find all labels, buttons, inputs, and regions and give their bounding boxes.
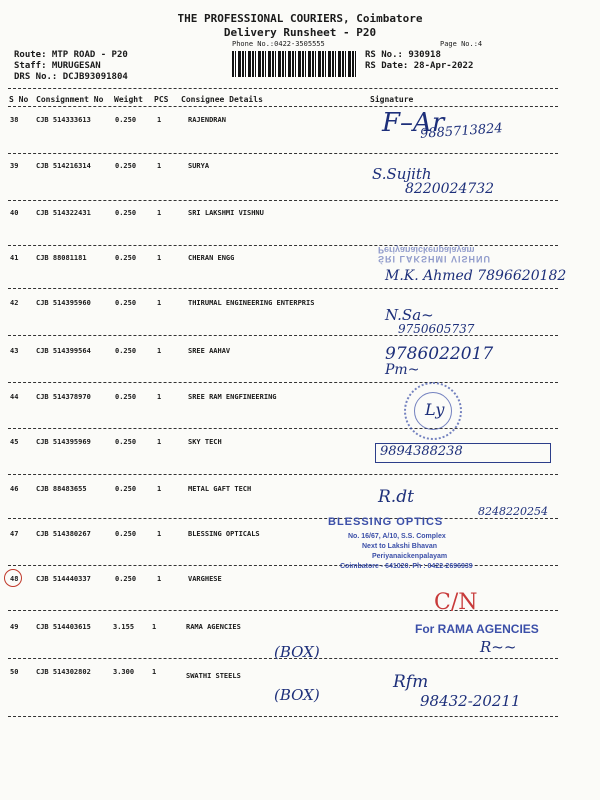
row-44-weight: 0.250 (115, 393, 137, 401)
sig-49-box: (BOX) (274, 643, 320, 661)
sig-42-phone: 9750605737 (398, 322, 475, 336)
row-39-sno: 39 (10, 162, 19, 170)
col-consignment: Consignment No (36, 95, 104, 104)
row-50-sno: 50 (10, 668, 19, 676)
row-divider (8, 382, 558, 383)
row-40-cons: CJB 514322431 (36, 209, 91, 217)
row-42-sno: 42 (10, 299, 19, 307)
row-43-weight: 0.250 (115, 347, 137, 355)
signature-scribble: Ly (425, 400, 445, 419)
stamp-blessing-addr: Periyanaickenpalayam (372, 553, 448, 560)
phone-number: Phone No.:0422-3505555 (232, 40, 325, 48)
row-39-weight: 0.250 (115, 162, 137, 170)
row-divider (8, 565, 558, 566)
row-48-weight: 0.250 (115, 575, 137, 583)
row-47-sno: 47 (10, 530, 19, 538)
row-48-cons: CJB 514440337 (36, 575, 91, 583)
sig-50-phone: 98432-20211 (420, 692, 521, 710)
row-46-sno: 46 (10, 485, 19, 493)
page-number: Page No.:4 (440, 40, 483, 48)
row-46-pcs: 1 (157, 485, 162, 493)
row-45-cons: CJB 514395969 (36, 438, 91, 446)
sig-38-phone: 9885713824 (419, 121, 504, 142)
row-41-pcs: 1 (157, 254, 162, 262)
sig-46-phone: 8248220254 (478, 505, 548, 518)
row-divider (8, 153, 558, 154)
row-47-weight: 0.250 (115, 530, 137, 538)
row-38-sno: 38 (10, 116, 19, 124)
row-divider (8, 288, 558, 289)
signature-scribble: R.dt (378, 487, 414, 507)
signature-scribble: F–Ar (382, 108, 445, 138)
document-title: THE PROFESSIONAL COURIERS, Coimbatore (177, 12, 423, 25)
row-45-pcs: 1 (157, 438, 162, 446)
row-50-cons: CJB 514302802 (36, 668, 91, 676)
rs-date: RS Date: 28-Apr-2022 (365, 61, 474, 71)
col-consignee: Consignee Details (181, 95, 263, 104)
row-47-name: BLESSING OPTICALS (188, 530, 260, 538)
row-45-name: SKY TECH (188, 438, 222, 446)
row-divider (8, 716, 558, 717)
sig-43-phone: 9786022017 (385, 344, 494, 364)
stamp-mirror: ŚRI LAKSHMI VISHNU Periyanaickenpalayam (378, 245, 492, 264)
col-weight: Weight (114, 95, 143, 104)
row-39-pcs: 1 (157, 162, 162, 170)
row-divider (8, 335, 558, 336)
header-divider-bottom (8, 106, 558, 107)
drs-number: DRS No.: DCJB93091804 (14, 72, 128, 82)
row-41-cons: CJB 88081181 (36, 254, 87, 262)
stamp-blessing-name: BLESSING OPTICS (328, 516, 444, 528)
row-42-pcs: 1 (157, 299, 162, 307)
row-41-sno: 41 (10, 254, 19, 262)
row-50-pcs: 1 (152, 668, 157, 676)
sig-39-name: S.Sujith (372, 165, 432, 183)
row-38-pcs: 1 (157, 116, 162, 124)
sig-45-phone: 9894388238 (380, 444, 463, 459)
col-pcs: PCS (154, 95, 169, 104)
signature-scribble: R~~ (480, 638, 517, 656)
rs-number: RS No.: 930918 (365, 50, 441, 60)
row-42-weight: 0.250 (115, 299, 137, 307)
row-47-cons: CJB 514380267 (36, 530, 91, 538)
row-40-weight: 0.250 (115, 209, 137, 217)
row-50-weight: 3.300 (113, 668, 135, 676)
row-45-sno: 45 (10, 438, 19, 446)
document-subtitle: Delivery Runsheet - P20 (223, 26, 377, 39)
row-38-cons: CJB 514333613 (36, 116, 91, 124)
sig-41: M.K. Ahmed 7896620182 (385, 268, 567, 284)
header-divider (8, 88, 558, 89)
stamp-blessing-addr: Next to Lakshi Bhavan (362, 543, 438, 550)
circle-mark (4, 569, 22, 587)
signature-scribble: Rfm (393, 672, 429, 692)
row-43-name: SREE AAHAV (188, 347, 231, 355)
row-48-pcs: 1 (157, 575, 162, 583)
row-46-cons: CJB 88483655 (36, 485, 87, 493)
row-49-weight: 3.155 (113, 623, 135, 631)
row-38-name: RAJENDRAN (188, 116, 226, 124)
stamp-blessing-addr: No. 16/67, A/10, S.S. Complex (348, 533, 446, 540)
row-38-weight: 0.250 (115, 116, 137, 124)
stamp-blessing-addr: Coimbatore - 641020. Ph : 0422-2696939 (340, 563, 473, 570)
signature-scribble: Pm~ (385, 362, 420, 378)
row-45-weight: 0.250 (115, 438, 137, 446)
sig-39-phone: 8220024732 (405, 181, 495, 197)
sig-50-box: (BOX) (274, 686, 320, 704)
col-sno: S No (9, 95, 29, 104)
row-44-pcs: 1 (157, 393, 162, 401)
row-48-sno: 48 (10, 575, 19, 583)
row-46-weight: 0.250 (115, 485, 137, 493)
stamp-rama: For RAMA AGENCIES (415, 622, 539, 636)
row-42-name: THIRUMAL ENGINEERING ENTERPRIS (188, 299, 315, 307)
row-41-weight: 0.250 (115, 254, 137, 262)
signature-scribble: N.Sa~ (385, 306, 434, 324)
row-42-cons: CJB 514395960 (36, 299, 91, 307)
row-39-cons: CJB 514216314 (36, 162, 91, 170)
row-47-pcs: 1 (157, 530, 162, 538)
row-divider (8, 474, 558, 475)
col-signature: Signature (370, 95, 414, 104)
barcode (232, 51, 358, 77)
row-43-sno: 43 (10, 347, 19, 355)
row-44-sno: 44 (10, 393, 19, 401)
row-40-name: SRI LAKSHMI VISHNU (188, 209, 264, 217)
row-divider (8, 200, 558, 201)
row-43-cons: CJB 514399564 (36, 347, 91, 355)
row-44-name: SREE RAM ENGFINEERING (188, 393, 277, 401)
row-43-pcs: 1 (157, 347, 162, 355)
row-39-name: SURYA (188, 162, 210, 170)
row-50-name: SWATHI STEELS (186, 672, 241, 680)
row-divider (8, 518, 558, 519)
row-49-sno: 49 (10, 623, 19, 631)
row-40-pcs: 1 (157, 209, 162, 217)
row-44-cons: CJB 514378970 (36, 393, 91, 401)
row-46-name: METAL GAFT TECH (188, 485, 252, 493)
row-49-name: RAMA AGENCIES (186, 623, 241, 631)
row-49-pcs: 1 (152, 623, 157, 631)
row-40-sno: 40 (10, 209, 19, 217)
route-label: Route: MTP ROAD - P20 (14, 50, 128, 60)
row-48-name: VARGHESE (188, 575, 222, 583)
row-49-cons: CJB 514403615 (36, 623, 91, 631)
row-41-name: CHERAN ENGG (188, 254, 235, 262)
row-divider (8, 428, 558, 429)
sig-48: C/N (434, 590, 478, 615)
staff-label: Staff: MURUGESAN (14, 61, 101, 71)
